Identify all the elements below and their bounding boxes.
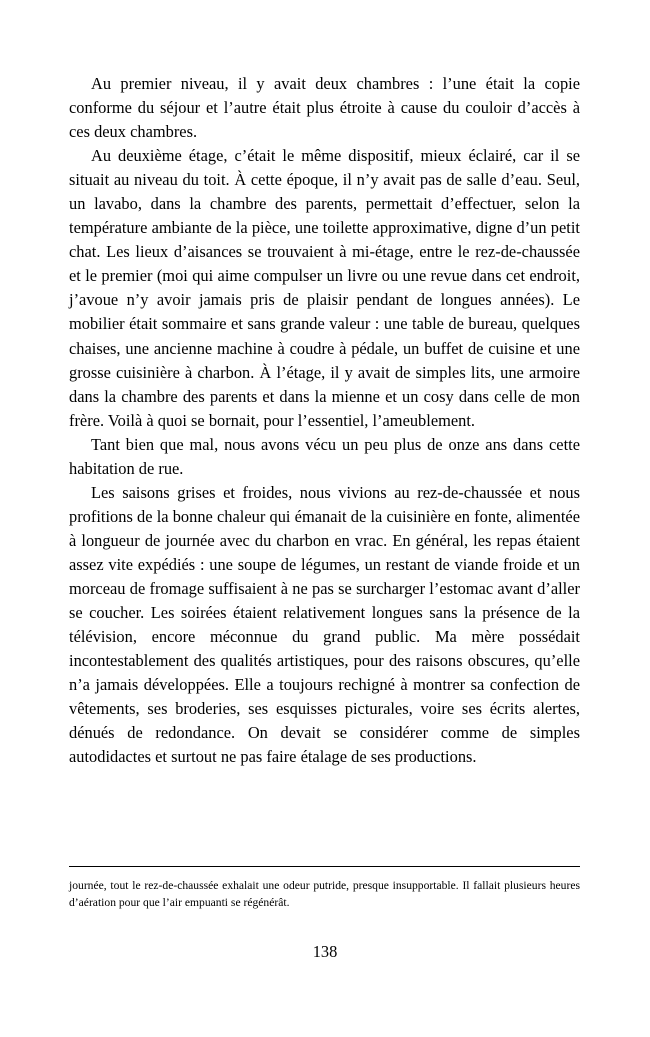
page-number: 138 <box>312 942 338 961</box>
body-paragraph: Au premier niveau, il y avait deux chambres : l’une était la copie conforme du séjour et l’autre était plus étroite à cause du couloir d’accès à ces deux chambres. <box>69 74 580 142</box>
footnote-text: journée, tout le rez-de-chaussée exhalait une odeur putride, presque insupportable. Il fallait plusieurs heures d’aération pour que l’air empuanti se régénérât. <box>69 879 580 909</box>
body-text-column <box>69 72 580 769</box>
body-paragraph: Au deuxième étage, c’était le même dispositif, mieux éclairé, car il se situait au niveau du toit. À cette époque, il n’y avait pas de salle d’eau. Seul, un lavabo, dans la chambre des parents, permettait d’effectuer, selon la température ambiante de la pièce, une toilette approximative, digne d’un petit chat. Les lieux d’aisances se trouvaient à mi-étage, entre le rez-de-chaussée et le premier (moi qui aime compulser un livre ou une revue dans cet endroit, j’avoue n’y avoir jamais pris de plaisir pendant de longues années). Le mobilier était sommaire et sans grande valeur : une table de bureau, quelques chaises, une ancienne machine à coudre à pédale, un buffet de cuisine et une grosse cuisinière à charbon. À l’étage, il y avait de simples lits, une armoire dans la chambre des parents et dans la mienne et un cosy dans celle de mon frère. Voilà à quoi se bornait, pour l’essentiel, l’ameublement. <box>69 146 580 430</box>
body-paragraph: Les saisons grises et froides, nous vivions au rez-de-chaussée et nous profitions de la bonne chaleur qui émanait de la cuisinière en fonte, alimentée à longueur de journée avec du charbon en vrac. En général, les repas étaient assez vite expédiés : une soupe de légumes, un restant de viande froide et un morceau de fromage suffisaient à ne pas se surcharger l’estomac avant d’aller se coucher. Les soirées étaient relativement longues sans la présence de la télévision, encore méconnue du grand public. Ma mère possédait incontestablement des qualités artistiques, pour des raisons obscures, qu’elle n’a jamais développées. Elle a toujours rechigné à montrer sa confection de vêtements, ses broderies, ses esquisses picturales, voire ses écrits alertes, dénués de redondance. On devait se considérer comme de simples autodidactes et surtout ne pas faire étalage de ses productions. <box>69 482 580 767</box>
body-paragraph: Tant bien que mal, nous avons vécu un peu plus de onze ans dans cette habitation de rue. <box>69 434 580 478</box>
footnote-area <box>69 866 580 911</box>
footnote-separator-rule <box>69 866 580 867</box>
